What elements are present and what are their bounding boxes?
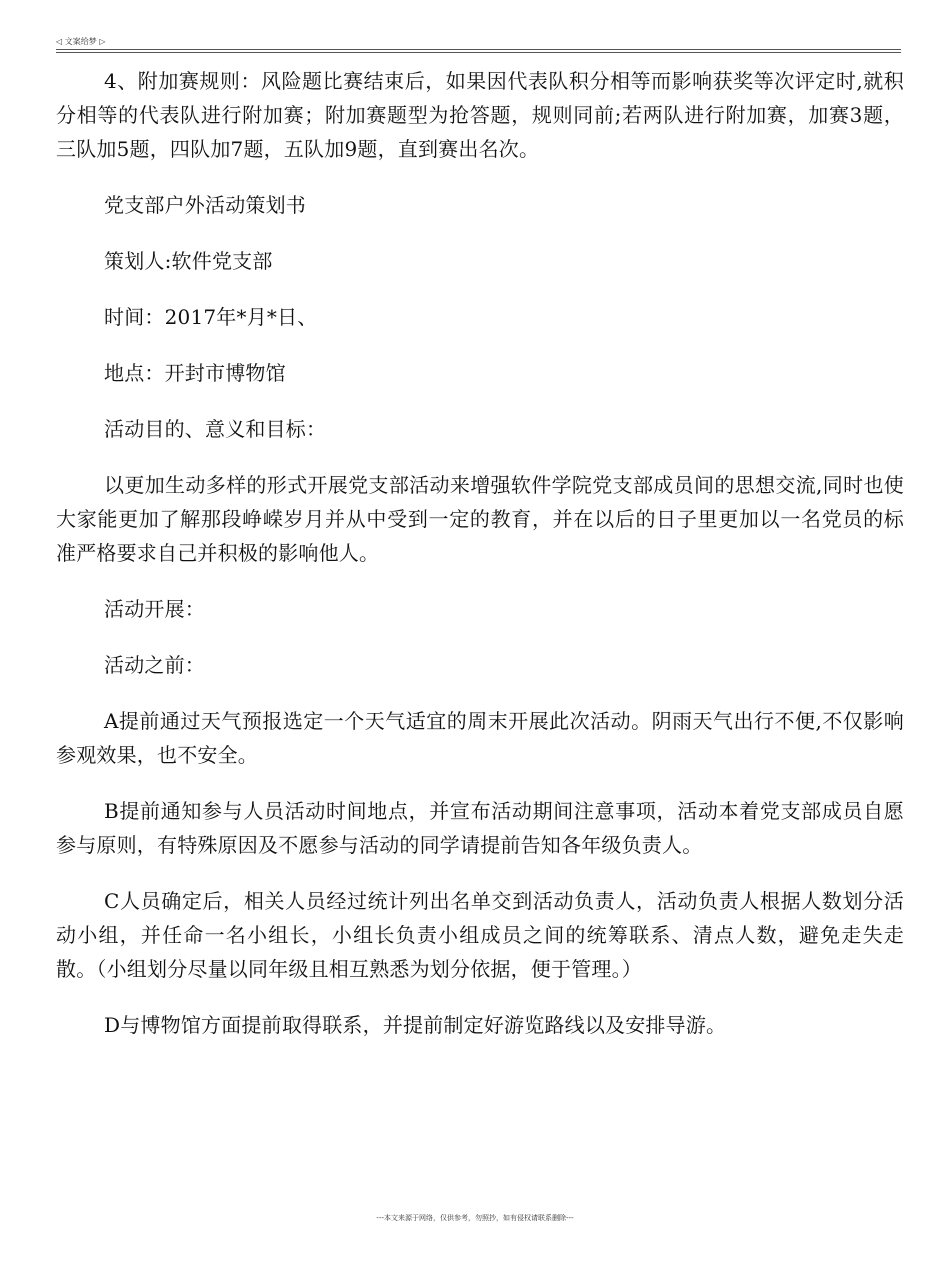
- page-footer-disclaimer: ---本文来源于网络，仅供参考，勿照抄，如有侵权请联系删除---: [376, 1214, 574, 1222]
- location-line: 地点：开封市博物馆: [104, 361, 286, 385]
- before-activity-heading: 活动之前：: [104, 653, 205, 677]
- header-divider-top: [56, 49, 901, 50]
- time-line: 时间：2017年*月*日、: [104, 305, 318, 329]
- paragraph-tiebreak-rules: 4、附加赛规则：风险题比赛结束后，如果因代表队积分相等而影响获奖等次评定时,就积分相等的代表队进行附加赛；附加赛题型为抢答题，规则同前;若两队进行附加赛，加赛3题，三队加5题，四队加7题，五队加9题，直到赛出名次。: [56, 69, 904, 161]
- item-d-paragraph: D与博物馆方面提前取得联系，并提前制定好游览路线以及安排导游。: [104, 1013, 727, 1037]
- purpose-paragraph: 以更加生动多样的形式开展党支部活动来增强软件学院党支部成员间的思想交流,同时也使大家能更加了解那段峥嵘岁月并从中受到一定的教育，并在以后的日子里更加以一名党员的标准严格要求自己并积极的影响他人。: [56, 473, 904, 565]
- page-header-text: ◁ 文案给梦 ▷: [56, 37, 106, 46]
- activity-heading: 活动开展：: [104, 597, 205, 621]
- plan-title: 党支部户外活动策划书: [104, 193, 306, 217]
- document-body: [56, 64, 904, 1042]
- purpose-heading: 活动目的、意义和目标：: [104, 417, 327, 441]
- item-c-paragraph: C人员确定后，相关人员经过统计列出名单交到活动负责人，活动负责人根据人数划分活动小组，并任命一名小组长，小组长负责小组成员之间的统筹联系、清点人数，避免走失走散。（小组划分尽量以同年级且相互熟悉为划分依据，便于管理。）: [56, 889, 904, 981]
- item-b-paragraph: B提前通知参与人员活动时间地点，并宣布活动期间注意事项，活动本着党支部成员自愿参与原则，有特殊原因及不愿参与活动的同学请提前告知各年级负责人。: [56, 799, 904, 857]
- item-a-paragraph: A提前通过天气预报选定一个天气适宜的周末开展此次活动。阴雨天气出行不便,不仅影响参观效果，也不安全。: [56, 709, 904, 767]
- planner-line: 策划人:软件党支部: [104, 249, 273, 273]
- header-divider-bottom: [56, 52, 901, 53]
